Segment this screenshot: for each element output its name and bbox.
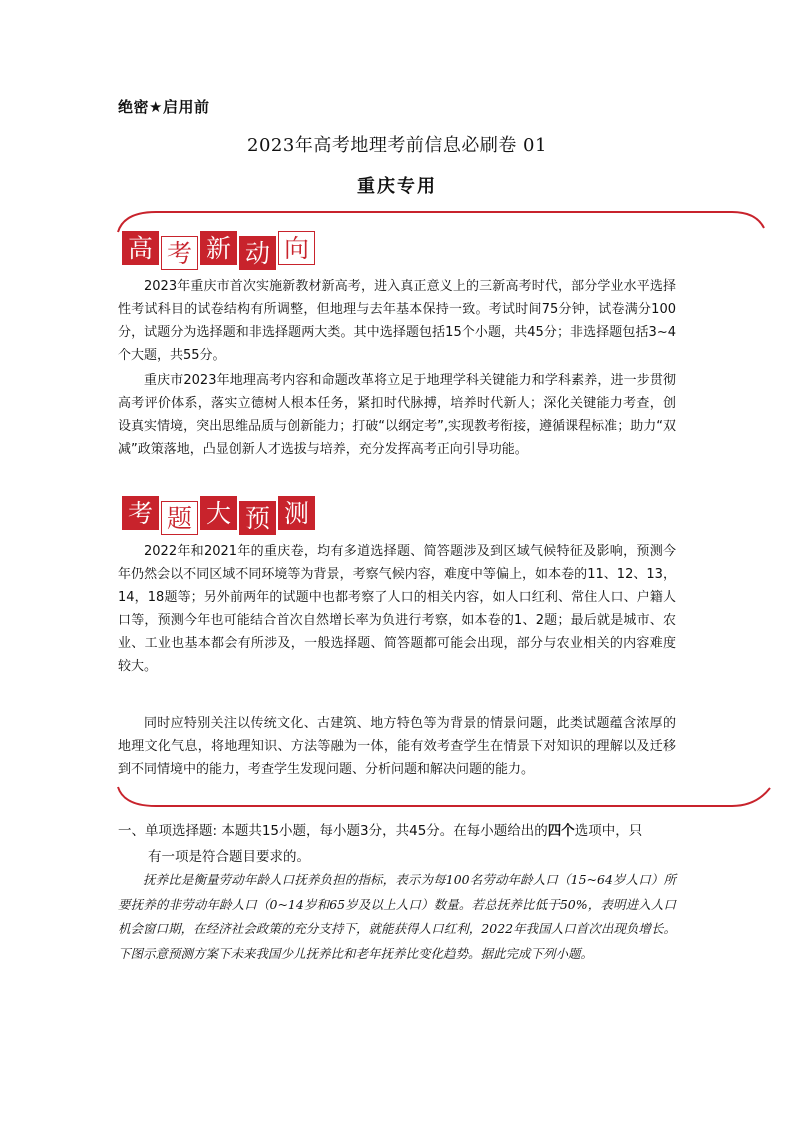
confidential-label: 绝密★启用前 (118, 98, 210, 116)
question-header-line2: 有一项是符合题目要求的。 (148, 849, 310, 865)
question-header-suffix: 选项中，只 (574, 823, 643, 839)
banner-char: 向 (278, 231, 315, 265)
paragraph-culture: 同时应特别关注以传统文化、古建筑、地方特色等为背景的情景问题，此类试题蕴含浓厚的地理文化气息，将地理知识、方法等融为一体，能有效考查学生在情景下对知识的理解以及迁移到不同情境中的能力，考查学生发现问题、分析问题和解决问题的能力。 (118, 716, 676, 777)
banner-predictions (122, 496, 317, 534)
banner-char: 大 (200, 496, 237, 530)
paragraph-exam-structure: 2023年重庆市首次实施新教材新高考，进入真正意义上的三新高考时代，部分学业水平选择性考试科目的试卷结构有所调整，但地理与去年基本保持一致。考试时间75分钟，试卷满分100分，试题分为选择题和非选择题两大类。其中选择题包括15个小题，共45分；非选择题包括3~4个大题，共55分。 (118, 279, 676, 363)
banner-char: 题 (161, 501, 198, 535)
page-subtitle: 重庆专用 (357, 176, 437, 197)
banner-char: 考 (161, 236, 198, 270)
banner-char: 高 (122, 231, 159, 265)
banner-char: 测 (278, 496, 315, 530)
paragraph-prediction: 2022年和2021年的重庆卷，均有多道选择题、简答题涉及到区域气候特征及影响，预测今年仍然会以不同区域不同环境等为背景，考察气候内容，难度中等偏上，如本卷的11、12、13，14，18题等；另外前两年的试题中也都考察了人口的相关内容，如人口红利、常住人口、户籍人口等，预测今年也可能结合首次自然增长率为负进行考察，如本卷的1、2题；最后就是城市、农业、工业也基本都会有所涉及，一般选择题、简答题都可能会出现，部分与农业相关的内容难度较大。 (118, 544, 676, 674)
banner-char: 动 (239, 236, 276, 270)
question-header-prefix: 一、单项选择题: 本题共15小题，每小题3分，共45分。在每小题给出的 (118, 823, 548, 839)
question-stem: 抚养比是衡量劳动年龄人口抚养负担的指标，表示为每100名劳动年龄人口（15~64岁人口）所要抚养的非劳动年龄人口（0~14岁和65岁及以上人口）数量。若总抚养比低于50%，表明进入人口机会窗口期，在经济社会政策的充分支持下，就能获得人口红利，2022年我国人口首次出现负增长。下图示意预测方案下未来我国少儿抚养比和老年抚养比变化趋势。据此完成下列小题。 (118, 872, 676, 961)
question-header-bold: 四个 (547, 823, 575, 839)
paragraph-reform: 重庆市2023年地理高考内容和命题改革将立足于地理学科关键能力和学科素养，进一步贯彻高考评价体系，落实立德树人根本任务，紧扣时代脉搏，培养时代新人；深化关键能力考查，创设真实情境，突出思维品质与创新能力；打破“以纲定考”,实现教考衔接，遵循课程标准；助力“双减”政策落地，凸显创新人才选拔与培养，充分发挥高考正向引导功能。 (118, 373, 676, 457)
banner-char: 新 (200, 231, 237, 265)
banner-new-trends (122, 231, 317, 269)
banner-char: 考 (122, 496, 159, 530)
banner-char: 预 (239, 501, 276, 535)
page-title: 2023年高考地理考前信息必刷卷 01 (247, 135, 547, 156)
question-section-header (118, 818, 678, 870)
